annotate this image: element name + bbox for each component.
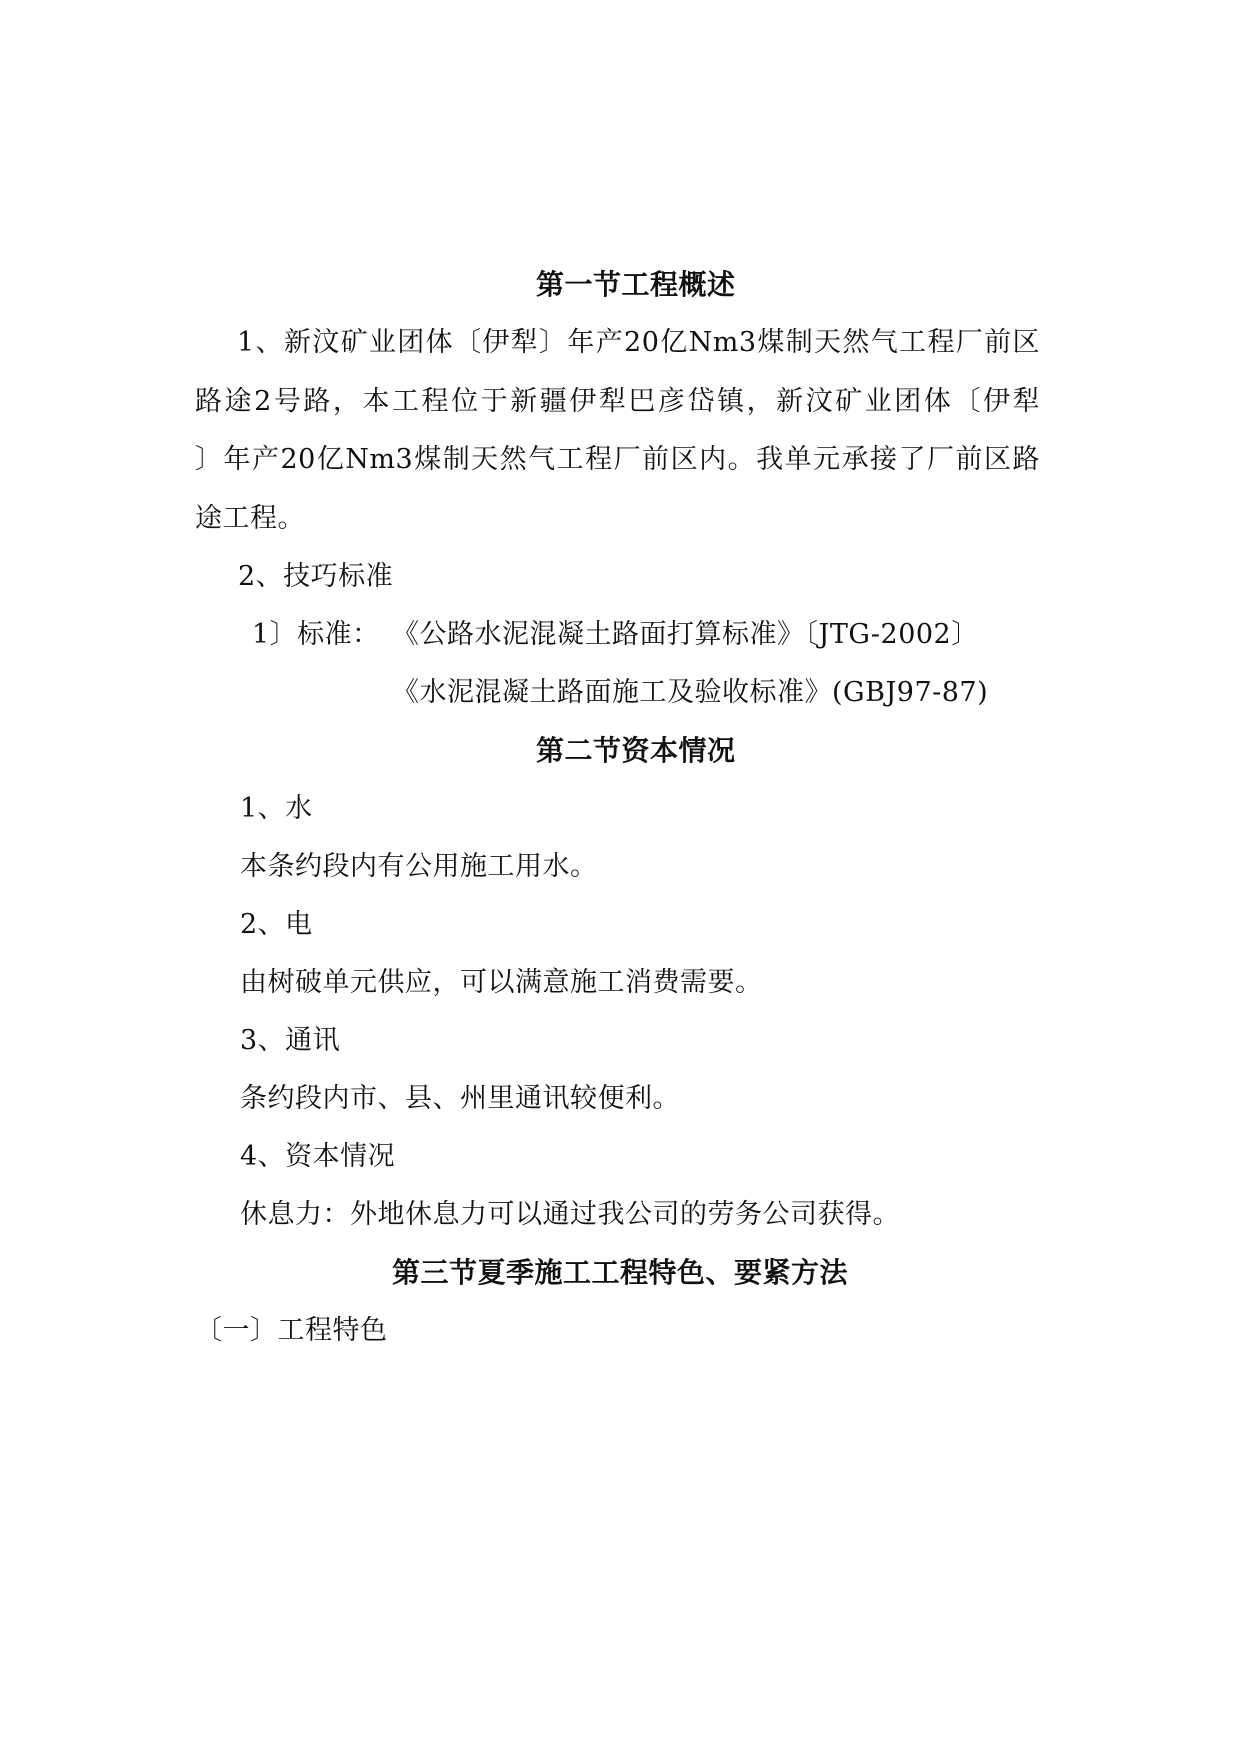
section-1-paragraph-line-3: 〕年产20亿Nm3煤制天然气工程厂前区内。我单元承接了厂前区路 [195,444,1040,475]
resource-item-2-text: 由树破单元供应，可以满意施工消费需要。 [240,967,763,998]
resource-item-1-text: 本条约段内有公用施工用水。 [240,851,598,882]
section-3-title: 第三节夏季施工工程特色、要紧方法 [392,1256,849,1289]
section-3-subheading-1: 〔一〕工程特色 [195,1315,388,1346]
standard-1-text: 《公路水泥混凝土路面打算标准》〔JTG-2002〕 [392,619,979,650]
standard-1-prefix: 1〕标准： [252,619,380,650]
section-1-paragraph-line-4: 途工程。 [195,503,305,534]
standard-2-text: 《水泥混凝土路面施工及验收标准》(GBJ97-87) [392,677,989,708]
section-1-title: 第一节工程概述 [536,268,736,301]
resource-item-1-label: 1、水 [240,793,313,824]
resource-item-4-label: 4、资本情况 [240,1141,396,1172]
resource-item-3-text: 条约段内市、县、州里通讯较便利。 [240,1083,680,1114]
section-1-paragraph-line-1: 1、新汶矿业团体〔伊犁〕年产20亿Nm3煤制天然气工程厂前区 [237,327,1040,358]
technical-standards-label: 2、技巧标准 [238,561,394,592]
resource-item-2-label: 2、电 [240,909,313,940]
section-1-paragraph-line-2: 路途2号路，本工程位于新疆伊犁巴彦岱镇，新汶矿业团体〔伊犁 [195,386,1040,417]
section-2-title: 第二节资本情况 [536,734,736,767]
resource-item-3-label: 3、通讯 [240,1025,341,1056]
resource-item-4-text: 休息力：外地休息力可以通过我公司的劳务公司获得。 [240,1199,900,1230]
